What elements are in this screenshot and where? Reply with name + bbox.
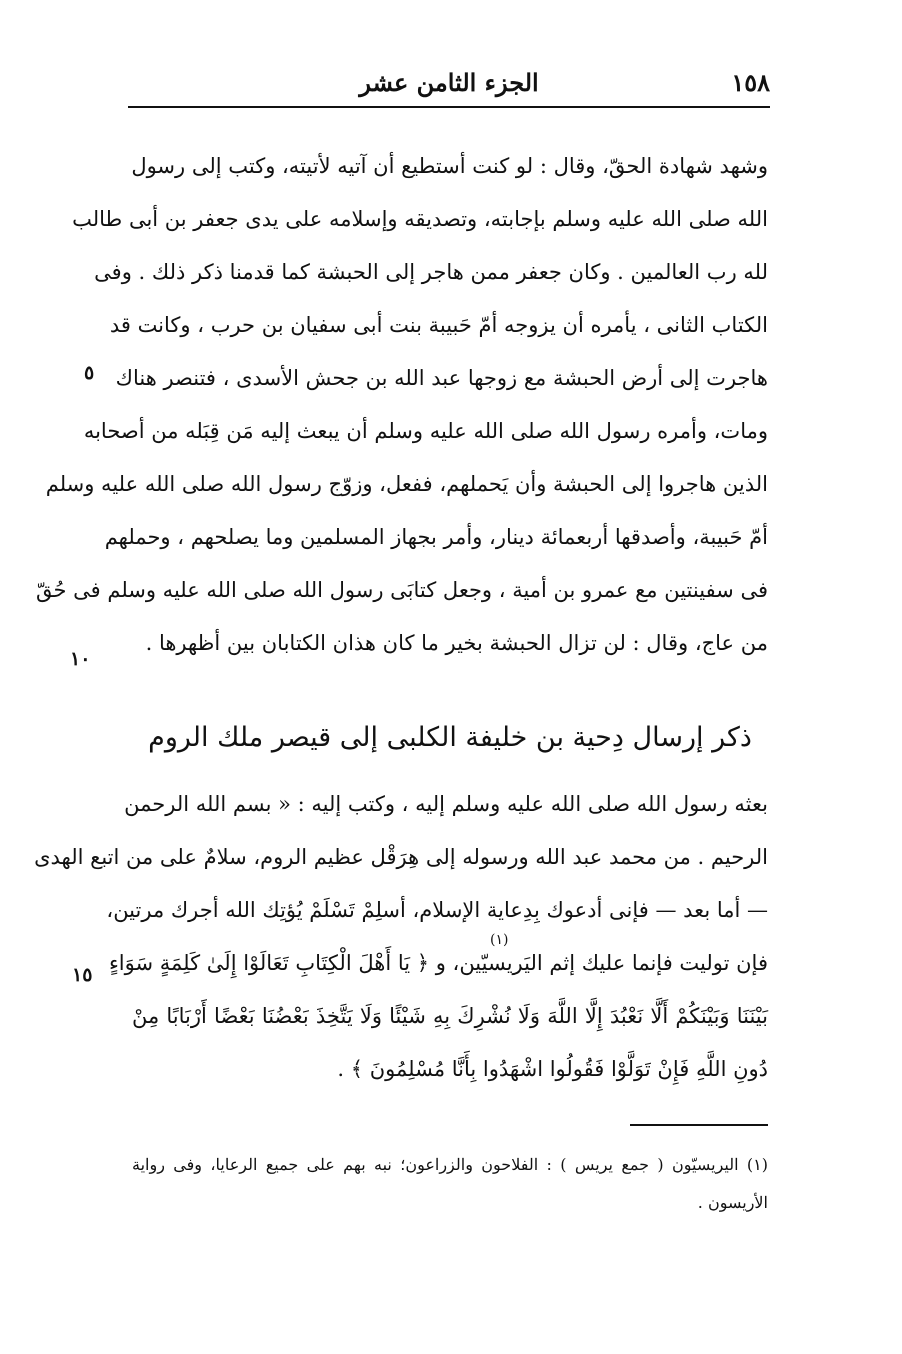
text-line: بعثه رسول الله صلى الله عليه وسلم إليه ، وكتب إليه : « بسم الله الرحمن bbox=[124, 792, 768, 816]
header-rule bbox=[128, 106, 770, 108]
text-line: وشهد شهادة الحقّ، وقال : لو كنت أستطيع أن آتيه لأتيته، وكتب إلى رسول bbox=[131, 154, 768, 178]
text-line: من عاج، وقال : لن تزال الحبشة بخير ما كان هذان الكتابان بين أظهرها . bbox=[145, 631, 768, 655]
text-line: الكتاب الثانى ، يأمره أن يزوجه أمّ حَبيبة بنت أبى سفيان بن حرب ، وكانت قد bbox=[109, 313, 768, 337]
footnote-line: الأريسون . bbox=[697, 1193, 768, 1212]
text-line: بَيْنَنَا وَبَيْنَكُمْ أَلَّا نَعْبُدَ إِلَّا اللَّهَ وَلَا نُشْرِكَ بِهِ شَيْئًا وَلَا يَتَّخِذَ بَعْضُنَا بَعْضًا أَرْبَابًا مِنْ bbox=[132, 1004, 768, 1028]
text-line: فإن توليت فإنما عليك إثم اليَريسيّين، و ﴿ يَا أَهْلَ الْكِتَابِ تَعَالَوْا إِلَىٰ كَلِمَةٍ سَوَاءٍ bbox=[108, 951, 768, 975]
footnote-rule bbox=[630, 1124, 768, 1126]
footnote-line: (١) اليريسيّون ( جمع يريس ) : الفلاحون والزراعون؛ نبه بهم على جميع الرعايا، وفى رواية bbox=[132, 1155, 768, 1174]
page-number: ١٥٨ bbox=[731, 68, 770, 97]
page-header bbox=[128, 62, 770, 102]
text-line: لله رب العالمين . وكان جعفر ممن هاجر إلى الحبشة كما قدمنا ذكر ذلك . وفى bbox=[94, 260, 768, 284]
footnote-marker: (١) bbox=[490, 932, 509, 948]
running-title: الجزء الثامن عشر bbox=[359, 68, 539, 97]
text-line: — أما بعد — فإنى أدعوك بِدِعاية الإسلام، أسلِمْ تَسْلَمْ يُؤتِك الله أجرك مرتين، bbox=[106, 898, 768, 922]
line-number-10: ١٠ bbox=[70, 648, 91, 670]
text-line: أمّ حَبيبة، وأصدقها أربعمائة دينار، وأمر بجهاز المسلمين وما يصلحهم ، وحملهم bbox=[104, 525, 768, 549]
text-line: الله صلى الله عليه وسلم بإجابته، وتصديقه وإسلامه على يدى جعفر بن أبى طالب bbox=[72, 207, 768, 231]
text-line: الذين هاجروا إلى الحبشة وأن يَحملهم، ففعل، وزوّج رسول الله صلى الله عليه وسلم bbox=[45, 472, 768, 496]
line-number-5: ٥ bbox=[84, 362, 95, 384]
line-number-15: ١٥ bbox=[72, 964, 93, 986]
text-line: هاجرت إلى أرض الحبشة مع زوجها عبد الله بن جحش الأسدى ، فتنصر هناك bbox=[115, 366, 768, 390]
text-line: دُونِ اللَّهِ فَإِنْ تَوَلَّوْا فَقُولُوا اشْهَدُوا بِأَنَّا مُسْلِمُونَ ﴾ . bbox=[337, 1057, 768, 1081]
text-line: فى سفينتين مع عمرو بن أمية ، وجعل كتابَى رسول الله صلى الله عليه وسلم فى حُقّ bbox=[35, 578, 768, 602]
text-line: ومات، وأمره رسول الله صلى الله عليه وسلم أن يبعث إليه مَن قِبَله من أصحابه bbox=[83, 419, 768, 443]
text-line: الرحيم . من محمد عبد الله ورسوله إلى هِرَقْل عظيم الروم، سلامٌ على من اتبع الهدى bbox=[34, 845, 768, 869]
section-heading: ذكر إرسال دِحية بن خليفة الكلبى إلى قيصر ملك الروم bbox=[148, 722, 752, 753]
